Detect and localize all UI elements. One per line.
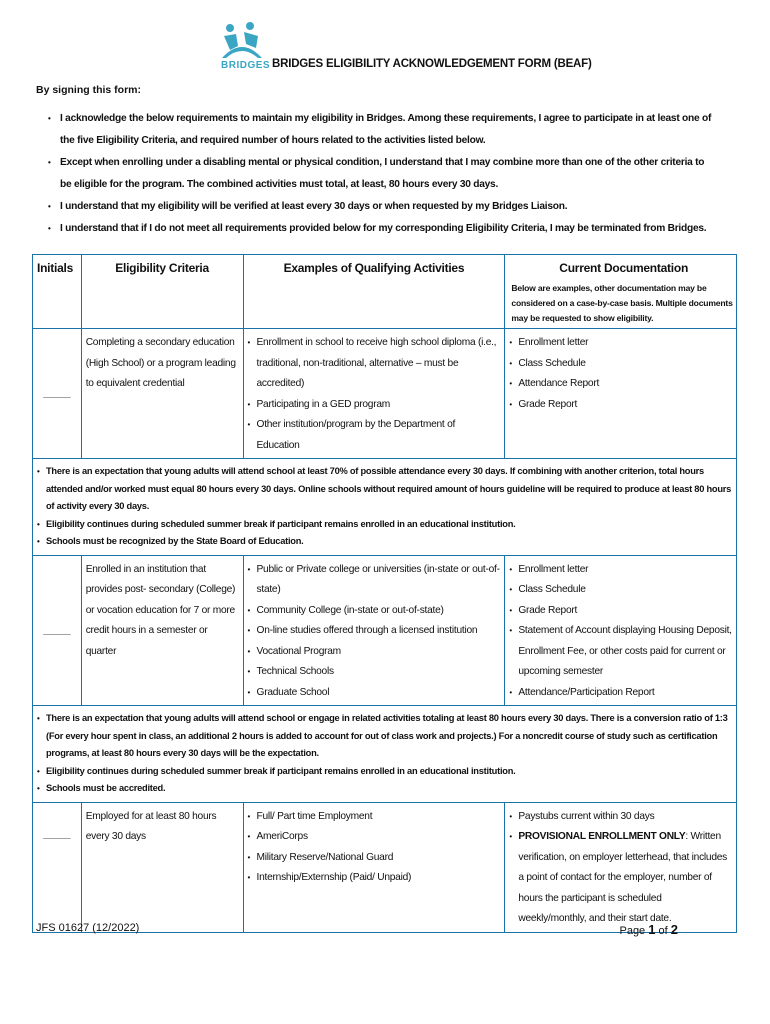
header-examples: Examples of Qualifying Activities [243, 255, 505, 329]
table-row [33, 802, 737, 932]
list-item: • Community College (in-state or out-of-state) [248, 601, 501, 622]
acknowledgement-item: • I understand that if I do not meet all requirements provided below for my corresponding Eligibility Criteria, I may be terminated from Bridges. [48, 218, 718, 240]
criteria-cell: Completing a secondary education (High School) or a program leading to equivalent credential [81, 329, 243, 459]
list-item: • Enrollment letter [509, 560, 732, 581]
list-item: • Attendance/Participation Report [509, 683, 732, 704]
table-row [33, 555, 737, 706]
header-documentation [505, 255, 737, 329]
note-item: • Eligibility continues during scheduled summer break if participant remains enrolled in an educational institution. [37, 516, 732, 534]
list-item: • AmeriCorps [248, 827, 501, 848]
list-item [509, 827, 732, 930]
list-item: • Internship/Externship (Paid/ Unpaid) [248, 868, 501, 889]
list-item: • Attendance Report [509, 374, 732, 395]
list-item: • Technical Schools [248, 662, 501, 683]
provisional-label: PROVISIONAL ENROLLMENT ONLY [518, 831, 686, 842]
page-number: Page 1 of 2 [619, 922, 678, 937]
examples-cell [243, 555, 505, 706]
list-item: • Public or Private college or universities (in-state or out-of-state) [248, 560, 501, 601]
form-title: BRIDGES ELIGIBILITY ACKNOWLEDGEMENT FORM (BEAF) [272, 58, 592, 70]
examples-cell [243, 329, 505, 459]
table-row [33, 329, 737, 459]
note-item: • Schools must be accredited. [37, 780, 732, 798]
list-item: • Statement of Account displaying Housing Deposit, Enrollment Fee, or other costs paid for current or upcoming semester [509, 621, 732, 683]
list-item: • Enrollment letter [509, 333, 732, 354]
eligibility-table [32, 254, 737, 933]
intro-text: By signing this form: [36, 84, 141, 96]
list-item: • Class Schedule [509, 354, 732, 375]
documentation-note: Below are examples, other documentation may be considered on a case-by-case basis. Multiple documents may be requested to show eligibility. [511, 283, 733, 323]
note-item: • There is an expectation that young adults will attend school at least 70% of possible attendance every 30 days. If combining with another criterion, total hours attended and/or worked must equal 80 hours every 30 days. Online schools without required amount of hours guideline will be required to produce at least 80 hours of activity every 30 days. [37, 463, 732, 516]
list-item: • Grade Report [509, 601, 732, 622]
documentation-cell [505, 555, 737, 706]
initials-field[interactable]: _____ [33, 802, 82, 932]
acknowledgement-item: • Except when enrolling under a disabling mental or physical condition, I understand that I may combine more than one of the other criteria to be eligible for the program. The combined activities must total, at least, 80 hours every 30 days. [48, 152, 718, 196]
table-header-row [33, 255, 737, 329]
examples-cell [243, 802, 505, 932]
header-documentation-title: Current Documentation [559, 261, 689, 275]
form-id: JFS 01627 (12/2022) [36, 922, 140, 934]
logo-text: BRIDGES [221, 60, 271, 71]
list-item: • Enrollment in school to receive high school diploma (i.e., traditional, non-traditional, alternative – must be accredited) [248, 333, 501, 395]
provisional-text: : Written verification, on employer letterhead, that includes a point of contact for the employer, number of hours the participant is scheduled weekly/monthly, and their start date. [518, 831, 728, 924]
list-item: • Paystubs current within 30 days [509, 807, 732, 828]
initials-field[interactable]: _____ [33, 329, 82, 459]
documentation-cell [505, 329, 737, 459]
notes-row [33, 706, 737, 803]
note-item: • Eligibility continues during scheduled summer break if participant remains enrolled in an educational institution. [37, 763, 732, 781]
list-item: • Other institution/program by the Department of Education [248, 415, 501, 456]
list-item: • Class Schedule [509, 580, 732, 601]
acknowledgement-item: • I understand that my eligibility will be verified at least every 30 days or when requested by my Bridges Liaison. [48, 196, 718, 218]
header-initials: Initials [33, 255, 82, 329]
documentation-cell [505, 802, 737, 932]
notes-cell [33, 706, 737, 803]
notes-cell [33, 459, 737, 556]
criteria-cell: Enrolled in an institution that provides post- secondary (College) or vocation education for 7 or more credit hours in a semester or quarter [81, 555, 243, 706]
initials-field[interactable]: _____ [33, 555, 82, 706]
criteria-cell: Employed for at least 80 hours every 30 days [81, 802, 243, 932]
acknowledgement-item: • I acknowledge the below requirements to maintain my eligibility in Bridges. Among these requirements, I agree to participate in at least one of the five Eligibility Criteria, and required number of hours related to the activities listed below. [48, 108, 718, 152]
list-item: • Grade Report [509, 395, 732, 416]
list-item: • Military Reserve/National Guard [248, 848, 501, 869]
note-item: • Schools must be recognized by the State Board of Education. [37, 533, 732, 551]
notes-row [33, 459, 737, 556]
list-item: • On-line studies offered through a licensed institution [248, 621, 501, 642]
note-item: • There is an expectation that young adults will attend school or engage in related activities totaling at least 80 hours every 30 days. There is a conversion ratio of 1:3 (For every hour spent in class, an additional 2 hours is added to account for out of class work and projects.) For a noncredit course of study such as certification programs, at least 80 hours every 30 days will be the expectation. [37, 710, 732, 763]
acknowledgement-list [48, 108, 718, 240]
list-item: • Graduate School [248, 683, 501, 704]
list-item: • Participating in a GED program [248, 395, 501, 416]
list-item: • Vocational Program [248, 642, 501, 663]
list-item: • Full/ Part time Employment [248, 807, 501, 828]
header-criteria: Eligibility Criteria [81, 255, 243, 329]
